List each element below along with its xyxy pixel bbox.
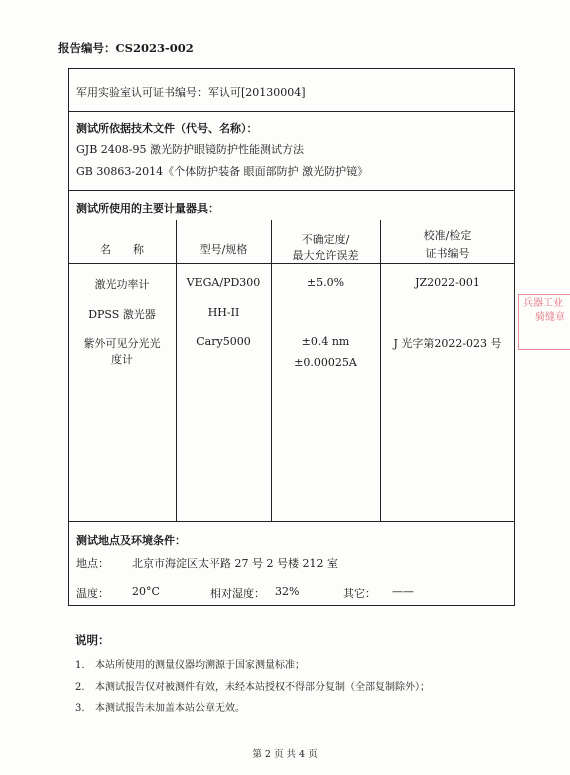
header-model: 型号/规格 [199,243,248,256]
tech-doc-item: GJB 2408-95 激光防护眼镜防护性能测试方法 [76,143,304,156]
column-divider [380,220,381,521]
header-cert-1: 校准/检定 [423,229,472,242]
report-number: 报告编号：CS2023-002 [58,41,194,55]
certificate-number: 军用实验室认可证书编号：军认可[20130004] [76,86,306,99]
notes-title: 说明： [75,633,110,647]
instrument-name: DPSS 激光器 [88,308,156,321]
note-number: 3. [75,703,85,714]
instrument-name-cont: 度计 [111,353,133,366]
note-text: 本站所使用的测量仪器均溯源于国家测量标准； [95,660,305,671]
instrument-name: 紫外可见分光光 [83,337,161,350]
instrument-uncertainty-2: ±0.00025A [294,356,357,369]
instrument-cert: JZ2022-001 [415,276,480,289]
other-label: 其它： [343,587,376,600]
temperature-label: 温度： [76,587,109,600]
instrument-uncertainty: ±0.4 nm [301,335,350,348]
row-divider [68,111,515,112]
note-item [75,699,245,714]
other-value: —— [392,585,414,598]
header-name: 名 称 [100,243,144,256]
instrument-model: HH-II [207,306,240,319]
note-item [75,656,305,671]
header-uncertainty-2: 最大允许误差 [292,249,359,262]
temperature-value: 20°C [132,585,160,598]
instrument-name: 激光功率计 [94,278,150,291]
environment-label: 测试地点及环境条件： [76,534,186,547]
location-label: 地点： [76,557,109,570]
row-divider [68,263,515,264]
instrument-model: Cary5000 [196,335,251,348]
humidity-value: 32% [275,585,300,598]
seal-stamp: 兵器工业 骑缝章 [518,294,570,350]
note-text: 本测试报告仅对被测件有效，未经本站授权不得部分复制（全部复制除外）； [95,682,430,693]
instrument-uncertainty: ±5.0% [306,276,345,289]
header-cert-2: 证书编号 [425,247,470,260]
location-value: 北京市海淀区太平路 27 号 2 号楼 212 室 [132,557,338,570]
tech-doc-item: GB 30863-2014《个体防护装备 眼面部防护 激光防护镜》 [76,165,369,178]
note-number: 2. [75,682,85,693]
column-divider [176,220,177,521]
humidity-label: 相对湿度： [210,587,265,600]
instrument-cert: J 光字第2022-023 号 [393,337,502,350]
header-uncertainty-1: 不确定度/ [301,233,350,246]
row-divider [68,190,515,191]
note-number: 1. [75,660,85,671]
tech-docs-label: 测试所依据技术文件（代号、名称）： [76,122,258,135]
instruments-label: 测试所使用的主要计量器具： [76,202,219,215]
column-divider [271,220,272,521]
page-footer: 第 2 页 共 4 页 [252,749,318,760]
note-text: 本测试报告未加盖本站公章无效。 [95,703,245,714]
note-item [75,678,430,693]
row-divider [68,521,515,522]
instrument-model: VEGA/PD300 [186,276,261,289]
